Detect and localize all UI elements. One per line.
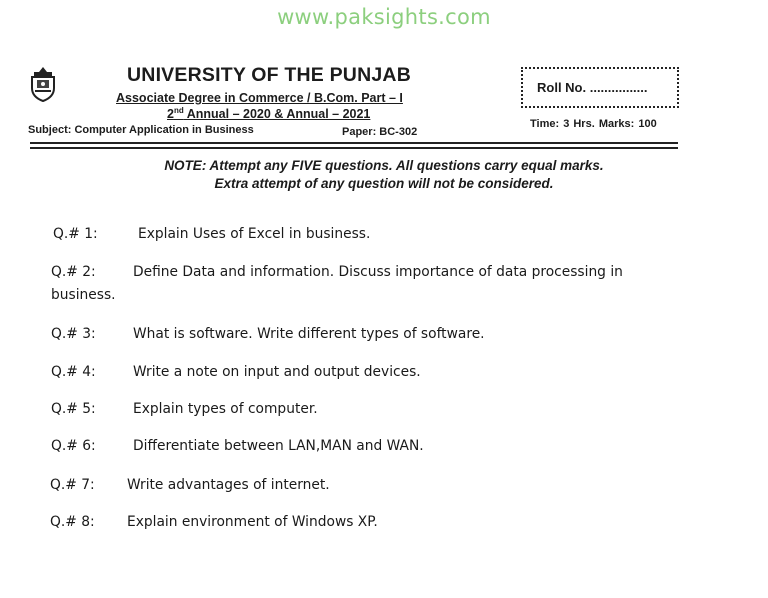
watermark-text: www.paksights.com xyxy=(277,5,491,29)
university-crest-icon xyxy=(28,66,58,102)
roll-number-label: Roll No. ................ xyxy=(537,80,648,95)
question-number: Q.# 7: xyxy=(50,477,95,493)
question-text: Define Data and information. Discuss importance of data processing in xyxy=(133,264,623,280)
session-line xyxy=(167,106,370,121)
header-rule-top xyxy=(30,142,678,144)
question-number: Q.# 5: xyxy=(51,401,96,417)
question-number: Q.# 3: xyxy=(51,326,96,342)
session-number: 2 xyxy=(167,107,174,122)
paper-code: Paper: BC-302 xyxy=(342,126,418,138)
question-text: Explain Uses of Excel in business. xyxy=(138,226,371,242)
note-line-2: Extra attempt of any question will not be considered. xyxy=(214,176,554,191)
university-title: UNIVERSITY OF THE PUNJAB xyxy=(127,64,411,86)
session-text: Annual – 2020 & Annual – 2021 xyxy=(183,107,371,122)
question-text: Explain types of computer. xyxy=(133,401,318,417)
question-number: Q.# 8: xyxy=(50,514,95,530)
question-number: Q.# 6: xyxy=(51,438,96,454)
question-text: Differentiate between LAN,MAN and WAN. xyxy=(133,438,424,454)
session-superscript: nd xyxy=(173,106,184,115)
question-text-continued: business. xyxy=(51,287,116,303)
degree-line: Associate Degree in Commerce / B.Com. Part – I xyxy=(116,91,403,105)
subject-line: Subject: Computer Application in Business xyxy=(28,124,254,136)
question-number: Q.# 2: xyxy=(51,264,96,280)
question-text: What is software. Write different types of software. xyxy=(133,326,485,342)
time-and-marks: Time: 3 Hrs. Marks: 100 xyxy=(530,118,657,130)
question-text: Explain environment of Windows XP. xyxy=(127,514,378,530)
question-text: Write advantages of internet. xyxy=(127,477,330,493)
roll-number-box xyxy=(521,67,679,108)
question-number: Q.# 1: xyxy=(53,226,98,242)
question-number: Q.# 4: xyxy=(51,364,96,380)
question-text: Write a note on input and output devices. xyxy=(133,364,421,380)
note-line-1: NOTE: Attempt any FIVE questions. All questions carry equal marks. xyxy=(164,158,604,173)
header-rule-bottom xyxy=(30,147,678,149)
